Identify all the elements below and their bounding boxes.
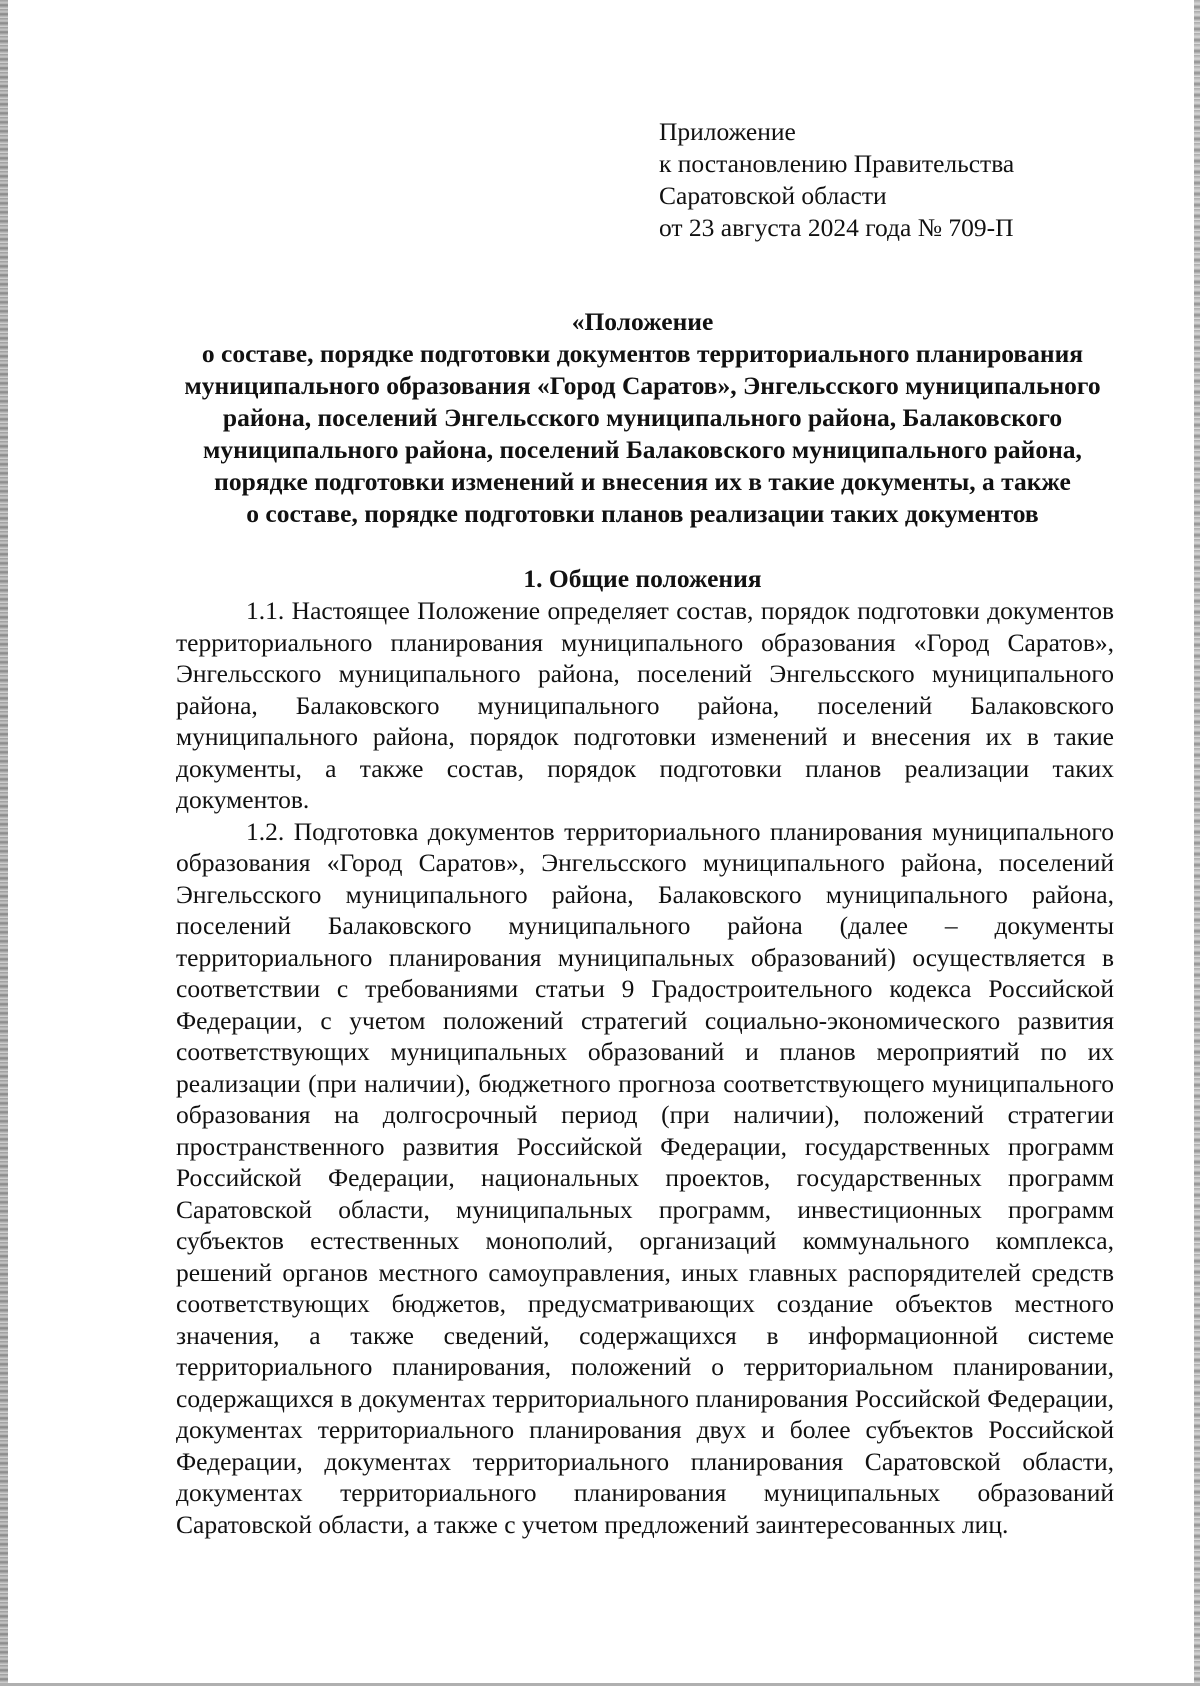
title-line: муниципального района, поселений Балаковского муниципального района, xyxy=(203,435,1082,464)
title-line: муниципального образования «Город Саратов», Энгельсского муниципального xyxy=(184,371,1101,400)
appendix-line: от 23 августа 2024 года № 709-П xyxy=(659,213,1014,242)
scan-edge-right xyxy=(1194,0,1200,1686)
appendix-line: Приложение xyxy=(659,117,796,146)
appendix-block xyxy=(659,116,1014,244)
paragraph-1-2: 1.2. Подготовка документов территориального планирования муниципального образования «Город Саратов», Энгельсского муниципального района, поселений Энгельсского муниципального района, Балаковского муниципального района, поселений Балаковского муниципального района (далее – документы территориального планирования муниципальных образований) осуществляется в соответствии с требованиями статьи 9 Градостроительного кодекса Российской Федерации, с учетом положений стратегий социально-экономического развития соответствующих муниципальных образований и планов мероприятий по их реализации (при наличии), бюджетного прогноза соответствующего муниципального образования на долгосрочный период (при наличии), положений стратегии пространственного развития Российской Федерации, государственных программ Российской Федерации, национальных проектов, государственных программ Саратовской области, муниципальных программ, инвестиционных программ субъектов естественных монополий, организаций коммунального комплекса, решений органов местного самоуправления, иных главных распорядителей средств соответствующих бюджетов, предусматривающих создание объектов местного значения, а также сведений, содержащихся в информационной системе территориального планирования, положений о территориальном планировании, содержащихся в документах территориального планирования Российской Федерации, документах территориального планирования двух и более субъектов Российской Федерации, документах территориального планирования Саратовской области, документах территориального планирования муниципальных образований Саратовской области, а также с учетом предложений заинтересованных лиц. xyxy=(176,816,1114,1539)
appendix-line: к постановлению Правительства xyxy=(659,149,1015,178)
paragraph-1-1: 1.1. Настоящее Положение определяет состав, порядок подготовки документов территориального планирования муниципального образования «Город Саратов», Энгельсского муниципального района, поселений Энгельсского муниципального района, Балаковского муниципального района, поселений Балаковского муниципального района, порядок подготовки изменений и внесения их в такие документы, а также состав, порядок подготовки планов реализации таких документов. xyxy=(176,596,1114,814)
section-body xyxy=(176,595,1114,1540)
section-heading: 1. Общие положения xyxy=(523,564,762,593)
document-title xyxy=(170,306,1115,530)
appendix-line: Саратовской области xyxy=(659,181,887,210)
title-line: района, поселений Энгельсского муниципального района, Балаковского xyxy=(222,403,1063,432)
scan-edge-left xyxy=(0,0,8,1686)
title-line: порядке подготовки изменений и внесения их в такие документы, а также xyxy=(214,467,1071,496)
title-line: «Положение xyxy=(571,307,714,336)
title-line: о составе, порядке подготовки документов территориального планирования xyxy=(201,339,1084,368)
title-line: о составе, порядке подготовки планов реализации таких документов xyxy=(246,499,1039,528)
